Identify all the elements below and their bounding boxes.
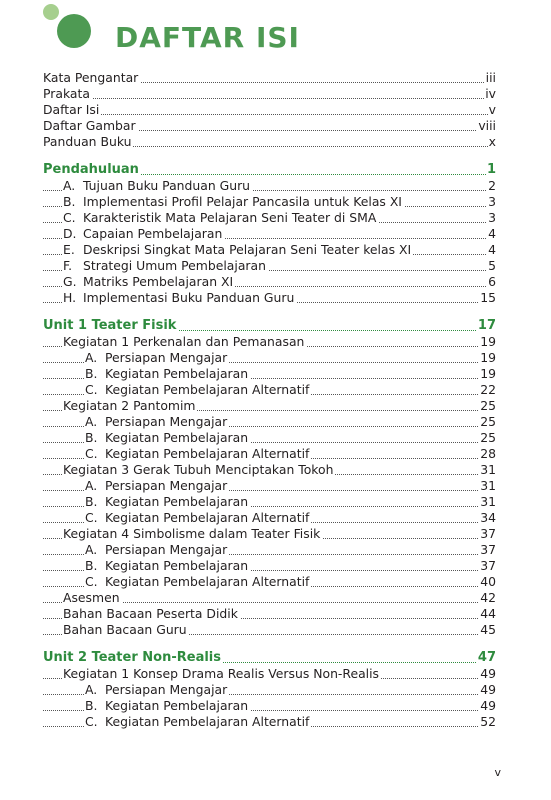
toc-entry[interactable] xyxy=(43,118,496,134)
toc-entry[interactable] xyxy=(43,462,496,478)
toc-entry-text: Kegiatan Pembelajaran Alternatif xyxy=(105,574,310,589)
toc-entry[interactable] xyxy=(43,258,496,274)
toc-entry-marker: C. xyxy=(85,382,98,397)
logo-circles xyxy=(0,0,110,60)
toc-entry-title xyxy=(85,510,311,526)
toc-entry-title xyxy=(43,650,223,666)
toc-page-number: 37 xyxy=(480,558,496,573)
toc-page-number: 31 xyxy=(480,462,496,477)
toc-entry-title xyxy=(85,494,250,510)
toc-section-heading[interactable] xyxy=(43,650,496,666)
toc-entry[interactable] xyxy=(43,226,496,242)
toc-entry-text: Prakata xyxy=(43,86,90,101)
toc-entry-title xyxy=(85,558,250,574)
toc-entry-title xyxy=(63,666,381,682)
toc-entry-text: Kegiatan 1 Konsep Drama Realis Versus Non-Realis xyxy=(63,666,380,681)
toc-entry-title xyxy=(85,430,250,446)
toc-entry-text: Karakteristik Mata Pelajaran Seni Teater di SMA xyxy=(83,210,377,225)
toc-entry-text: Kegiatan Pembelajaran Alternatif xyxy=(105,446,310,461)
toc-entry-text: Persiapan Mengajar xyxy=(105,478,228,493)
toc-entry-marker: A. xyxy=(85,350,98,365)
toc-entry-title xyxy=(43,118,138,134)
toc-entry-marker: C. xyxy=(85,446,98,461)
toc-entry-text: Matriks Pembelajaran XI xyxy=(83,274,234,289)
toc-entry-title xyxy=(63,274,235,290)
toc-entry-title xyxy=(85,542,229,558)
toc-page-number: 52 xyxy=(480,714,496,729)
toc-entry-title xyxy=(63,290,296,306)
toc-entry[interactable] xyxy=(43,366,496,382)
toc-entry-marker: A. xyxy=(85,478,98,493)
toc-entry[interactable] xyxy=(43,446,496,462)
toc-entry-marker: C. xyxy=(63,210,76,225)
toc-page-number: 4 xyxy=(488,242,496,257)
toc-entry-title xyxy=(63,178,252,194)
toc-entry[interactable] xyxy=(43,102,496,118)
dot-leader xyxy=(43,98,496,99)
toc-page-number: 3 xyxy=(488,194,496,209)
toc-page-number: 49 xyxy=(480,682,496,697)
toc-entry-marker: B. xyxy=(63,194,76,209)
toc-page-number: 22 xyxy=(480,382,496,397)
section-gap xyxy=(43,150,496,162)
toc-entry-title xyxy=(63,226,224,242)
toc-entry-marker: G. xyxy=(63,274,77,289)
toc-entry[interactable] xyxy=(43,682,496,698)
toc-page-number: 2 xyxy=(488,178,496,193)
toc-page-number: 4 xyxy=(488,226,496,241)
toc-entry[interactable] xyxy=(43,494,496,510)
toc-entry-marker: F. xyxy=(63,258,73,273)
toc-entry-text: Unit 2 Teater Non-Realis xyxy=(43,650,221,665)
toc-entry[interactable] xyxy=(43,334,496,350)
toc-page-number: 42 xyxy=(480,590,496,605)
section-gap xyxy=(43,638,496,650)
page-title: DAFTAR ISI xyxy=(115,21,300,54)
toc-entry[interactable] xyxy=(43,510,496,526)
toc-entry-title xyxy=(63,462,335,478)
toc-page-number: 19 xyxy=(480,350,496,365)
toc-entry-title xyxy=(85,350,229,366)
toc-entry-text: Kegiatan 1 Perkenalan dan Pemanasan xyxy=(63,334,305,349)
toc-entry-text: Implementasi Profil Pelajar Pancasila untuk Kelas XI xyxy=(83,194,402,209)
toc-page-number: 44 xyxy=(480,606,496,621)
toc-entry-text: Capaian Pembelajaran xyxy=(83,226,223,241)
small-circle-shape xyxy=(43,4,59,20)
toc-page-number: iii xyxy=(485,70,496,85)
toc-entry-text: Kegiatan Pembelajaran xyxy=(105,698,249,713)
toc-entry-text: Daftar Gambar xyxy=(43,118,136,133)
toc-entry[interactable] xyxy=(43,542,496,558)
toc-page-number: 37 xyxy=(480,542,496,557)
toc-page-number: viii xyxy=(478,118,496,133)
toc-page-number: 45 xyxy=(480,622,496,637)
toc-page-number: 34 xyxy=(480,510,496,525)
toc-entry[interactable] xyxy=(43,574,496,590)
toc-entry[interactable] xyxy=(43,178,496,194)
toc-entry-text: Kata Pengantar xyxy=(43,70,139,85)
toc-entry-title xyxy=(85,714,311,730)
toc-entry-title xyxy=(85,682,229,698)
toc-entry-title xyxy=(43,70,140,86)
toc-entry-text: Kegiatan 3 Gerak Tubuh Menciptakan Tokoh xyxy=(63,462,334,477)
toc-page-number: 28 xyxy=(480,446,496,461)
toc-page-number: 49 xyxy=(480,698,496,713)
toc-entry[interactable] xyxy=(43,622,496,638)
toc-entry-text: Kegiatan Pembelajaran xyxy=(105,430,249,445)
toc-entry[interactable] xyxy=(43,558,496,574)
toc-entry[interactable] xyxy=(43,526,496,542)
toc-entry-text: Deskripsi Singkat Mata Pelajaran Seni Teater kelas XI xyxy=(83,242,412,257)
toc-entry-title xyxy=(63,526,322,542)
toc-entry[interactable] xyxy=(43,194,496,210)
toc-page-number: 19 xyxy=(480,334,496,349)
toc-entry[interactable] xyxy=(43,290,496,306)
toc-entry-title xyxy=(43,162,141,178)
toc-entry-title xyxy=(43,102,101,118)
toc-section-heading[interactable] xyxy=(43,318,496,334)
toc-entry-text: Persiapan Mengajar xyxy=(105,350,228,365)
toc-entry-text: Kegiatan Pembelajaran xyxy=(105,494,249,509)
toc-entry-text: Strategi Umum Pembelajaran xyxy=(83,258,266,273)
toc-entry-text: Bahan Bacaan Peserta Didik xyxy=(63,606,238,621)
toc-entry-title xyxy=(63,606,240,622)
toc-page-number: 31 xyxy=(480,494,496,509)
toc-entry-marker: D. xyxy=(63,226,77,241)
toc-entry-text: Daftar Isi xyxy=(43,102,100,117)
toc-entry-text: Persiapan Mengajar xyxy=(105,682,228,697)
page-number: v xyxy=(494,766,501,779)
toc-entry-marker: H. xyxy=(63,290,77,305)
toc-entry-title xyxy=(43,86,92,102)
toc-entry-text: Implementasi Buku Panduan Guru xyxy=(83,290,295,305)
toc-entry[interactable] xyxy=(43,398,496,414)
toc-entry[interactable] xyxy=(43,590,496,606)
toc-entry[interactable] xyxy=(43,666,496,682)
toc-page-number: 19 xyxy=(480,366,496,381)
toc-entry-marker: A. xyxy=(85,414,98,429)
table-of-contents xyxy=(43,70,496,730)
toc-entry[interactable] xyxy=(43,274,496,290)
toc-entry-title xyxy=(63,590,122,606)
toc-entry-text: Kegiatan Pembelajaran Alternatif xyxy=(105,382,310,397)
toc-entry-marker: A. xyxy=(63,178,76,193)
toc-entry-marker: B. xyxy=(85,698,98,713)
toc-entry-marker: C. xyxy=(85,714,98,729)
section-gap xyxy=(43,306,496,318)
toc-section-heading[interactable] xyxy=(43,162,496,178)
toc-entry-text: Kegiatan Pembelajaran xyxy=(105,558,249,573)
toc-entry-title xyxy=(85,698,250,714)
toc-entry-title xyxy=(43,318,178,334)
toc-page-number: 25 xyxy=(480,414,496,429)
toc-entry[interactable] xyxy=(43,350,496,366)
toc-page-number: iv xyxy=(485,86,496,101)
toc-entry-text: Kegiatan Pembelajaran Alternatif xyxy=(105,510,310,525)
toc-entry-text: Kegiatan 2 Pantomim xyxy=(63,398,196,413)
toc-page-number: x xyxy=(488,134,496,149)
toc-page-number: v xyxy=(488,102,496,117)
toc-entry-text: Persiapan Mengajar xyxy=(105,542,228,557)
toc-entry-title xyxy=(85,366,250,382)
toc-page-number: 25 xyxy=(480,430,496,445)
toc-page-number: 49 xyxy=(480,666,496,681)
toc-page-number: 47 xyxy=(477,650,496,665)
toc-entry-text: Bahan Bacaan Guru xyxy=(63,622,187,637)
toc-entry-title xyxy=(63,334,306,350)
toc-entry-title xyxy=(85,574,311,590)
toc-entry-text: Unit 1 Teater Fisik xyxy=(43,318,177,333)
toc-entry-title xyxy=(85,446,311,462)
toc-entry-text: Asesmen xyxy=(63,590,120,605)
toc-entry-title xyxy=(63,194,404,210)
toc-entry[interactable] xyxy=(43,414,496,430)
toc-entry-text: Tujuan Buku Panduan Guru xyxy=(83,178,251,193)
toc-entry-marker: B. xyxy=(85,558,98,573)
toc-entry-marker: B. xyxy=(85,366,98,381)
toc-page-number: 5 xyxy=(488,258,496,273)
toc-entry-text: Persiapan Mengajar xyxy=(105,414,228,429)
toc-entry-marker: B. xyxy=(85,430,98,445)
toc-entry[interactable] xyxy=(43,210,496,226)
toc-entry[interactable] xyxy=(43,86,496,102)
toc-entry[interactable] xyxy=(43,242,496,258)
toc-page-number: 3 xyxy=(488,210,496,225)
toc-entry-marker: C. xyxy=(85,510,98,525)
toc-entry[interactable] xyxy=(43,70,496,86)
toc-page-number: 6 xyxy=(488,274,496,289)
toc-entry-text: Panduan Buku xyxy=(43,134,132,149)
toc-entry-title xyxy=(85,478,229,494)
toc-entry-title xyxy=(85,382,311,398)
toc-entry[interactable] xyxy=(43,606,496,622)
toc-page-number: 17 xyxy=(477,318,496,333)
toc-entry-marker: B. xyxy=(85,494,98,509)
large-circle-shape xyxy=(57,14,91,48)
toc-page-number: 37 xyxy=(480,526,496,541)
toc-entry-marker: C. xyxy=(85,574,98,589)
toc-entry[interactable] xyxy=(43,134,496,150)
toc-entry-marker: A. xyxy=(85,682,98,697)
toc-entry-title xyxy=(43,134,133,150)
toc-entry-title xyxy=(85,414,229,430)
toc-entry-title xyxy=(63,242,413,258)
toc-entry[interactable] xyxy=(43,714,496,730)
toc-entry-marker: E. xyxy=(63,242,75,257)
toc-entry[interactable] xyxy=(43,698,496,714)
toc-entry[interactable] xyxy=(43,478,496,494)
toc-page-number: 1 xyxy=(486,162,496,177)
toc-entry[interactable] xyxy=(43,382,496,398)
toc-page-number: 31 xyxy=(480,478,496,493)
toc-page-number: 40 xyxy=(480,574,496,589)
toc-entry-text: Kegiatan 4 Simbolisme dalam Teater Fisik xyxy=(63,526,321,541)
toc-page-number: 25 xyxy=(480,398,496,413)
toc-entry[interactable] xyxy=(43,430,496,446)
toc-entry-text: Kegiatan Pembelajaran xyxy=(105,366,249,381)
toc-entry-marker: A. xyxy=(85,542,98,557)
dot-leader xyxy=(43,114,496,115)
toc-page-number: 15 xyxy=(480,290,496,305)
toc-entry-text: Pendahuluan xyxy=(43,162,139,177)
toc-entry-title xyxy=(63,258,268,274)
toc-entry-title xyxy=(63,398,197,414)
toc-entry-text: Kegiatan Pembelajaran Alternatif xyxy=(105,714,310,729)
toc-entry-title xyxy=(63,622,189,638)
toc-entry-title xyxy=(63,210,378,226)
